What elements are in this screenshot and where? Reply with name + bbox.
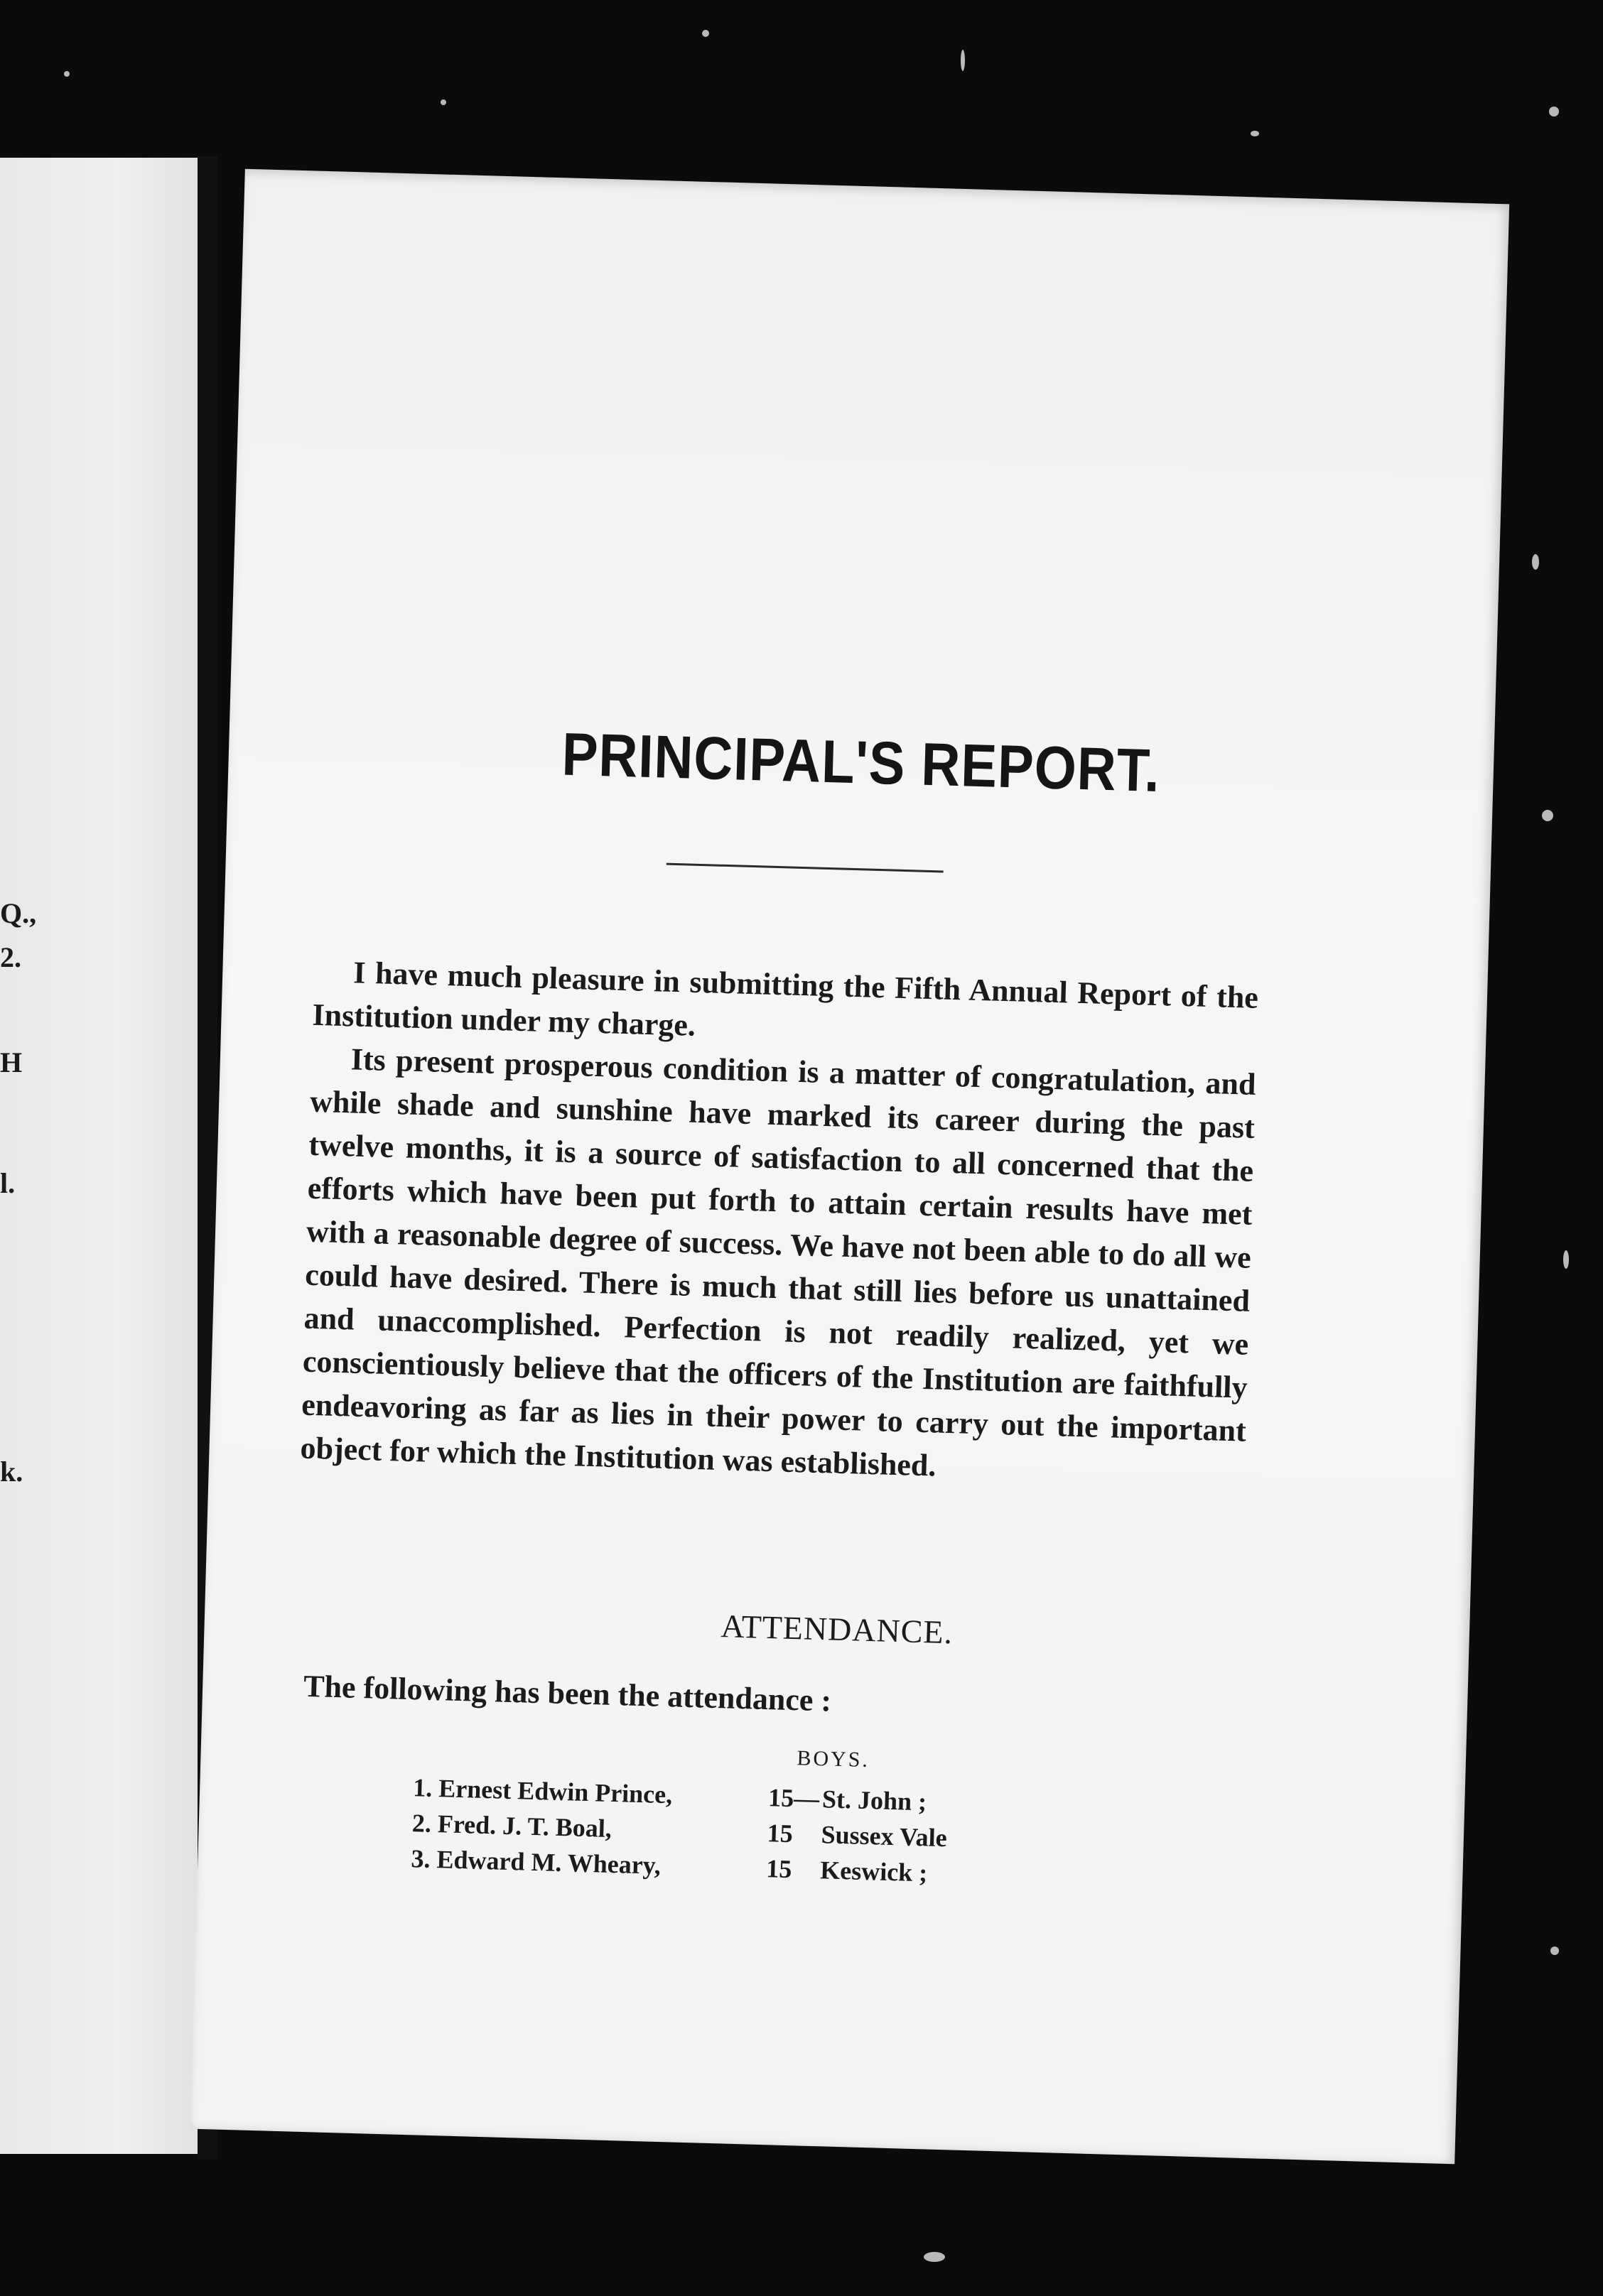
report-body [300, 950, 1259, 1496]
student-name: 1. Ernest Edwin Prince, [412, 1773, 673, 1809]
student-name: 2. Fred. J. T. Boal, [411, 1809, 612, 1843]
attendance-list [411, 1772, 1124, 1899]
title-divider [666, 863, 944, 873]
student-age: 15 [765, 1854, 792, 1884]
left-page-text: k. [0, 1456, 23, 1488]
left-page-fragment [0, 158, 198, 2154]
left-page-text: Q., [0, 897, 37, 929]
film-speck [961, 50, 965, 71]
attendance-intro: The following has been the attendance : [303, 1668, 832, 1718]
section-heading: ATTENDANCE. [720, 1608, 954, 1651]
film-speck [1542, 810, 1553, 821]
report-page [190, 169, 1509, 2165]
student-name: 3. Edward M. Wheary, [411, 1844, 662, 1880]
student-place: Sussex Vale [821, 1820, 948, 1853]
student-place: Keswick ; [819, 1856, 928, 1888]
page-title: PRINCIPAL'S REPORT. [561, 720, 1162, 806]
student-place: St. John ; [821, 1785, 927, 1816]
student-age: 15— [767, 1783, 820, 1814]
left-page-text: H [0, 1046, 23, 1078]
film-speck [1563, 1250, 1569, 1269]
film-speck [1251, 131, 1259, 136]
subsection-heading: BOYS. [796, 1746, 870, 1772]
film-speck [924, 2252, 945, 2262]
film-speck [1549, 107, 1559, 117]
film-speck [702, 30, 709, 37]
paragraph: Its present prosperous condition is a matter of congratulation, and while shade and sunshine have marked its career during the past twelve months, it is a source of satisfaction to all concerned that the efforts which have been put forth to attain certain results have met with a reasonable degree of success. We have not been able to do all we could have desired. There is much that still lies before us unattained and unaccomplished. Perfection is not readily realized, yet we conscientiously believe that the officers of the Institution are faithfully endeavoring as far as lies in their power to carry out the important object for which the Institution was established. [299, 1041, 1257, 1483]
film-speck [441, 99, 446, 105]
student-age: 15 [767, 1819, 794, 1848]
left-page-text: l. [0, 1167, 16, 1199]
film-speck [1550, 1946, 1559, 1955]
film-speck [64, 71, 70, 77]
left-page-text: 2. [0, 941, 21, 973]
film-speck [1532, 554, 1539, 570]
paragraph: I have much pleasure in submitting the Fifth Annual Report of the Institution under my charge. [311, 955, 1259, 1043]
